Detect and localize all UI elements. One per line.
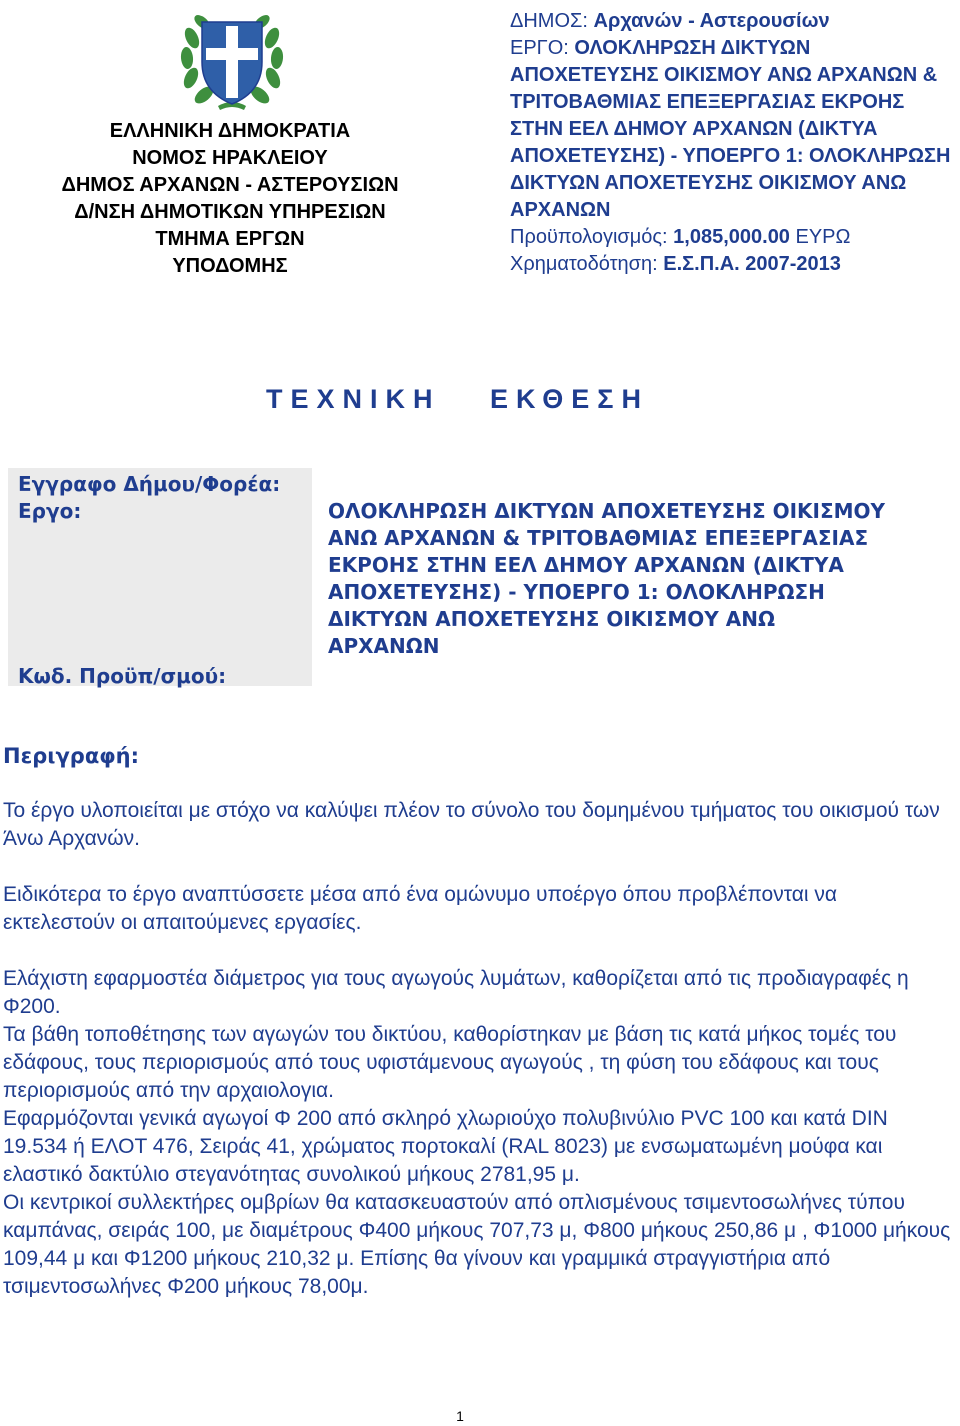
budget-line: [510, 224, 960, 251]
description-label: Περιγραφή:: [3, 744, 140, 768]
title-word-report: ΕΚΘΕΣΗ: [490, 384, 649, 414]
project-label: ΕΡΓΟ:: [510, 37, 569, 59]
budget-label: Προϋπολογισμός:: [510, 226, 668, 248]
budget-value: 1,085,000.00: [673, 226, 790, 248]
issuer-header: [20, 118, 440, 280]
description-paragraph: Το έργο υλοποιείται με στόχο να καλύψει πλέον το σύνολο του δομημένου τμήματος του οικισμού των Άνω Αρχανών.: [3, 799, 940, 850]
description-paragraph: Ειδικότερα το έργο αναπτύσσετε μέσα από ένα ομώνυμο υποέργο όπου προβλέπονται να εκτελεστούν οι απαιτούμενες εργασίες.: [3, 883, 837, 934]
funding-label: Χρηματοδότηση:: [510, 253, 658, 275]
budget-currency: ΕΥΡΩ: [795, 226, 851, 248]
title-word-technical: ΤΕΧΝΙΚΗ: [266, 384, 441, 414]
description-paragraph: Τα βάθη τοποθέτησης των αγωγών του δικτύου, καθορίστηκαν με βάση τις κατά μήκος τομές του εδάφους, τους περιορισμούς από τους υφιστάμενους αγωγούς , τη φύση του εδάφους και τους περιορισμούς από την αρχαιολογια.: [3, 1023, 897, 1102]
project-header: [510, 8, 960, 278]
issuer-line-prefecture: ΝΟΜΟΣ ΗΡΑΚΛΕΙΟΥ: [132, 147, 328, 169]
budget-code-label: Κωδ. Προϋπ/σμού:: [18, 664, 227, 688]
work-title: ΟΛΟΚΛΗΡΩΣΗ ΔΙΚΤΥΩΝ ΑΠΟΧΕΤΕΥΣΗΣ ΟΙΚΙΣΜΟΥ ΑΝΩ ΑΡΧΑΝΩΝ & ΤΡΙΤΟΒΑΘΜΙΑΣ ΕΠΕΞΕΡΓΑΣΙΑΣ ΕΚΡΟΗΣ ΣΤΗΝ ΕΕΛ ΔΗΜΟΥ ΑΡΧΑΝΩΝ (ΔΙΚΤΥΑ ΑΠΟΧΕΤΕΥΣΗΣ) - ΥΠΟΕΡΓΟ 1: ΟΛΟΚΛΗΡΩΣΗ ΔΙΚΤΥΩΝ ΑΠΟΧΕΤΕΥΣΗΣ ΟΙΚΙΣΜΟΥ ΑΝΩ ΑΡΧΑΝΩΝ: [328, 499, 886, 658]
description-paragraph: Ελάχιστη εφαρμοστέα διάμετρος για τους αγωγούς λυμάτων, καθορίζεται από τις προδιαγραφές η Φ200.: [3, 967, 909, 1018]
description-body: [3, 797, 953, 1301]
project-line: [510, 35, 960, 224]
issuer-line-department-cont: ΥΠΟΔΟΜΗΣ: [172, 255, 288, 277]
issuer-line-country: ΕΛΛΗΝΙΚΗ ΔΗΜΟΚΡΑΤΙΑ: [109, 120, 351, 142]
description-paragraph: Εφαρμόζονται γενικά αγωγοί Φ 200 από σκληρό χλωριούχο πολυβινύλιο PVC 100 και κατά DIN 19.534 ή ΕΛΟΤ 476, Σειράς 41, χρώματος πορτοκαλί (RAL 8023) με ενσωματωμένη μούφα και ελαστικό δακτύλιο στεγανότητας συνολικού μήκους 2781,95 μ.: [3, 1107, 888, 1186]
greek-coat-of-arms-icon: [178, 8, 286, 112]
work-label: Εργο:: [18, 499, 82, 523]
document-label: Εγγραφο Δήμου/Φορέα:: [18, 472, 281, 496]
funding-line: [510, 251, 960, 278]
issuer-line-directorate: Δ/ΝΣΗ ΔΗΜΟΤΙΚΩΝ ΥΠΗΡΕΣΙΩΝ: [74, 201, 386, 223]
info-box: [8, 468, 312, 686]
issuer-line-department: ΤΜΗΜΑ ΕΡΓΩΝ: [155, 228, 305, 250]
project-value: ΟΛΟΚΛΗΡΩΣΗ ΔΙΚΤΥΩΝ ΑΠΟΧΕΤΕΥΣΗΣ ΟΙΚΙΣΜΟΥ ΑΝΩ ΑΡΧΑΝΩΝ & ΤΡΙΤΟΒΑΘΜΙΑΣ ΕΠΕΞΕΡΓΑΣΙΑΣ ΕΚΡΟΗΣ ΣΤΗΝ ΕΕΛ ΔΗΜΟΥ ΑΡΧΑΝΩΝ (ΔΙΚΤΥΑ ΑΠΟΧΕΤΕΥΣΗΣ) - ΥΠΟΕΡΓΟ 1: ΟΛΟΚΛΗΡΩΣΗ ΔΙΚΤΥΩΝ ΑΠΟΧΕΤΕΥΣΗΣ ΟΙΚΙΣΜΟΥ ΑΝΩ ΑΡΧΑΝΩΝ: [510, 37, 951, 221]
issuer-line-municipality: ΔΗΜΟΣ ΑΡΧΑΝΩΝ - ΑΣΤΕΡΟΥΣΙΩΝ: [61, 174, 399, 196]
page-number: 1: [456, 1408, 464, 1424]
document-title: [0, 384, 960, 420]
municipality-label: ΔΗΜΟΣ:: [510, 10, 588, 32]
municipality-line: [510, 8, 960, 35]
description-paragraph: Οι κεντρικοί συλλεκτήρες ομβρίων θα κατασκευαστούν από οπλισμένους τσιμεντοσωλήνες τύπου καμπάνας, σειράς 100, με διαμέτρους Φ400 μήκους 707,73 μ, Φ800 μήκους 250,86 μ , Φ1000 μήκους 109,44 μ και Φ1200 μήκους 210,32 μ. Επίσης θα γίνουν και γραμμικά στραγγιστήρια από τσιμεντοσωλήνες Φ200 μήκους 78,00μ.: [3, 1191, 951, 1298]
municipality-value: Αρχανών - Αστερουσίων: [593, 10, 830, 32]
funding-value: Ε.Σ.Π.Α. 2007-2013: [663, 253, 841, 275]
